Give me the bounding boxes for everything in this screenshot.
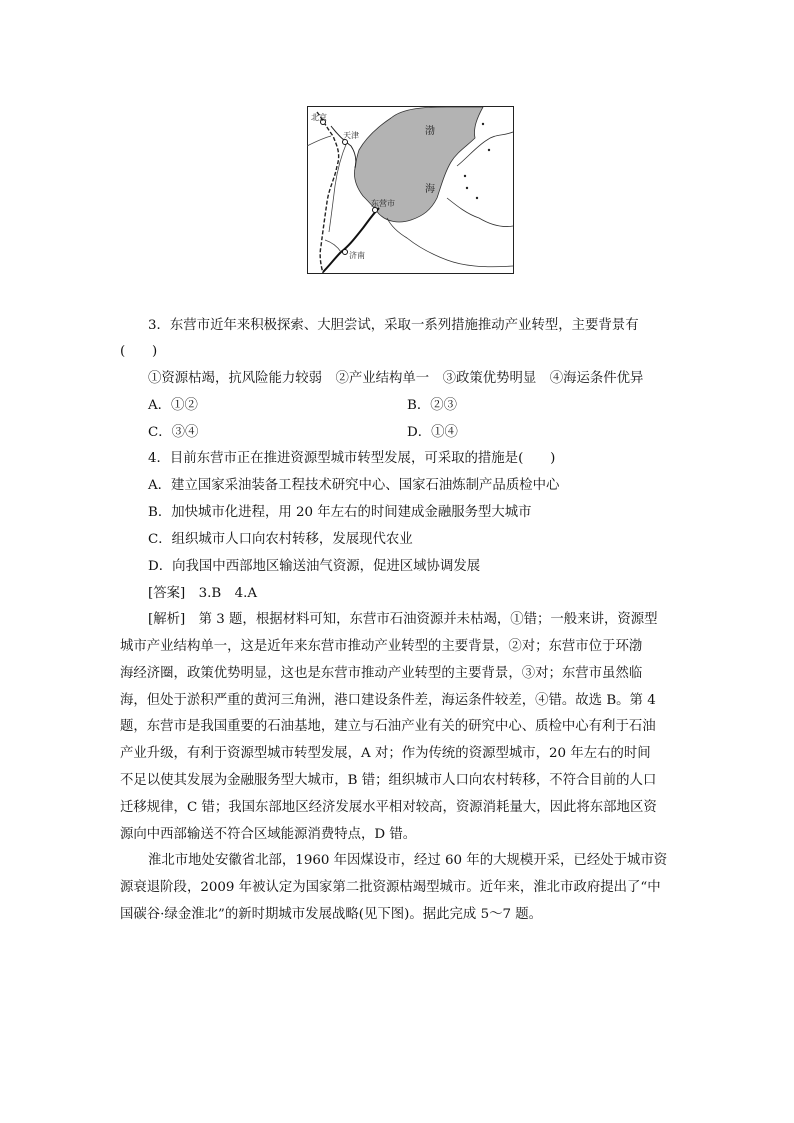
q4-option-d: D．向我国中西部地区输送油气资源，促进区域协调发展 <box>148 559 481 574</box>
dongying-marker <box>373 208 378 213</box>
city-label-jinan: 济南 <box>349 251 365 260</box>
bohai-map-figure <box>307 106 514 274</box>
analysis-line: 产业升级，有利于资源型城市转型发展，A 对；作为传统的资源型城市，20 年左右的时间 <box>120 746 651 761</box>
q3-option-d: D．①④ <box>407 425 458 440</box>
q4-option-b: B．加快城市化进程，用 20 年左右的时间建成金融服务型大城市 <box>148 505 532 520</box>
city-label-tianjin: 天津 <box>343 131 359 140</box>
q4-stem: 4．目前东营市正在推进资源型城市转型发展，可采取的措施是( ) <box>148 451 556 466</box>
sea-label-hai: 海 <box>425 184 435 195</box>
q3-option-c: C．③④ <box>148 425 199 440</box>
q3-option-b: B．②③ <box>407 398 458 413</box>
q3-conditions: ①资源枯竭，抗风险能力较弱 ②产业结构单一 ③政策优势明显 ④海运条件优异 <box>148 371 644 386</box>
q4-option-a: A．建立国家采油装备工程技术研究中心、国家石油炼制产品质检中心 <box>148 478 560 493</box>
analysis-line: 迁移规律，C 错；我国东部地区经济发展水平相对较高，资源消耗量大，因此将东部地区资 <box>120 800 657 815</box>
tianjin-marker <box>343 140 348 145</box>
analysis-line: 海经济圈，政策优势明显，这也是东营市推动产业转型的主要背景，③对；东营市虽然临 <box>120 666 643 681</box>
city-label-dongying: 东营市 <box>371 199 395 208</box>
jinan-marker <box>343 250 348 255</box>
city-label-beijing: 北京 <box>311 113 327 122</box>
answer-tag: [答案] <box>148 586 186 601</box>
intro-line: 源衰退阶段，2009 年被认定为国家第二批资源枯竭型城市。近年来，淮北市政府提出了“中 <box>120 880 661 895</box>
answer-value: 3.B 4.A <box>185 586 258 601</box>
answer-line <box>148 585 257 603</box>
analysis-line: 不足以使其发展为金融服务型大城市，B 错；组织城市人口向农村转移，不符合目前的人口 <box>120 773 657 788</box>
q3-stem-line2: ( ) <box>120 344 158 359</box>
sea-label-bo: 渤 <box>425 126 435 137</box>
analysis-line: 题，东营市是我国重要的石油基地，建立与石油产业有关的研究中心、质检中心有利于石油 <box>120 719 656 734</box>
analysis-line: 海，但处于淤积严重的黄河三角洲，港口建设条件差，海运条件较差，④错。故选 B。第 4 <box>120 693 656 708</box>
analysis-line: 源向中西部输送不符合区域能源消费特点，D 错。 <box>120 827 417 842</box>
analysis-line: [解析] 第 3 题，根据材料可知，东营市石油资源并未枯竭，①错；一般来讲，资源型 <box>148 612 658 627</box>
q4-option-c: C．组织城市人口向农村转移，发展现代农业 <box>148 532 413 547</box>
intro-line: 淮北市地处安徽省北部，1960 年因煤设市，经过 60 年的大规模开采，已经处于城市资 <box>148 853 668 868</box>
q3-option-a: A．①② <box>148 398 198 413</box>
intro-line: 国碳谷·绿金淮北”的新时期城市发展战略(见下图)。据此完成 5～7 题。 <box>120 907 543 922</box>
analysis-line: 城市产业结构单一，这是近年来东营市推动产业转型的主要背景，②对；东营市位于环渤 <box>120 639 643 654</box>
bohai-map-svg <box>307 106 514 274</box>
q3-stem-line1: 3．东营市近年来积极探索、大胆尝试，采取一系列措施推动产业转型，主要背景有 <box>148 318 639 333</box>
